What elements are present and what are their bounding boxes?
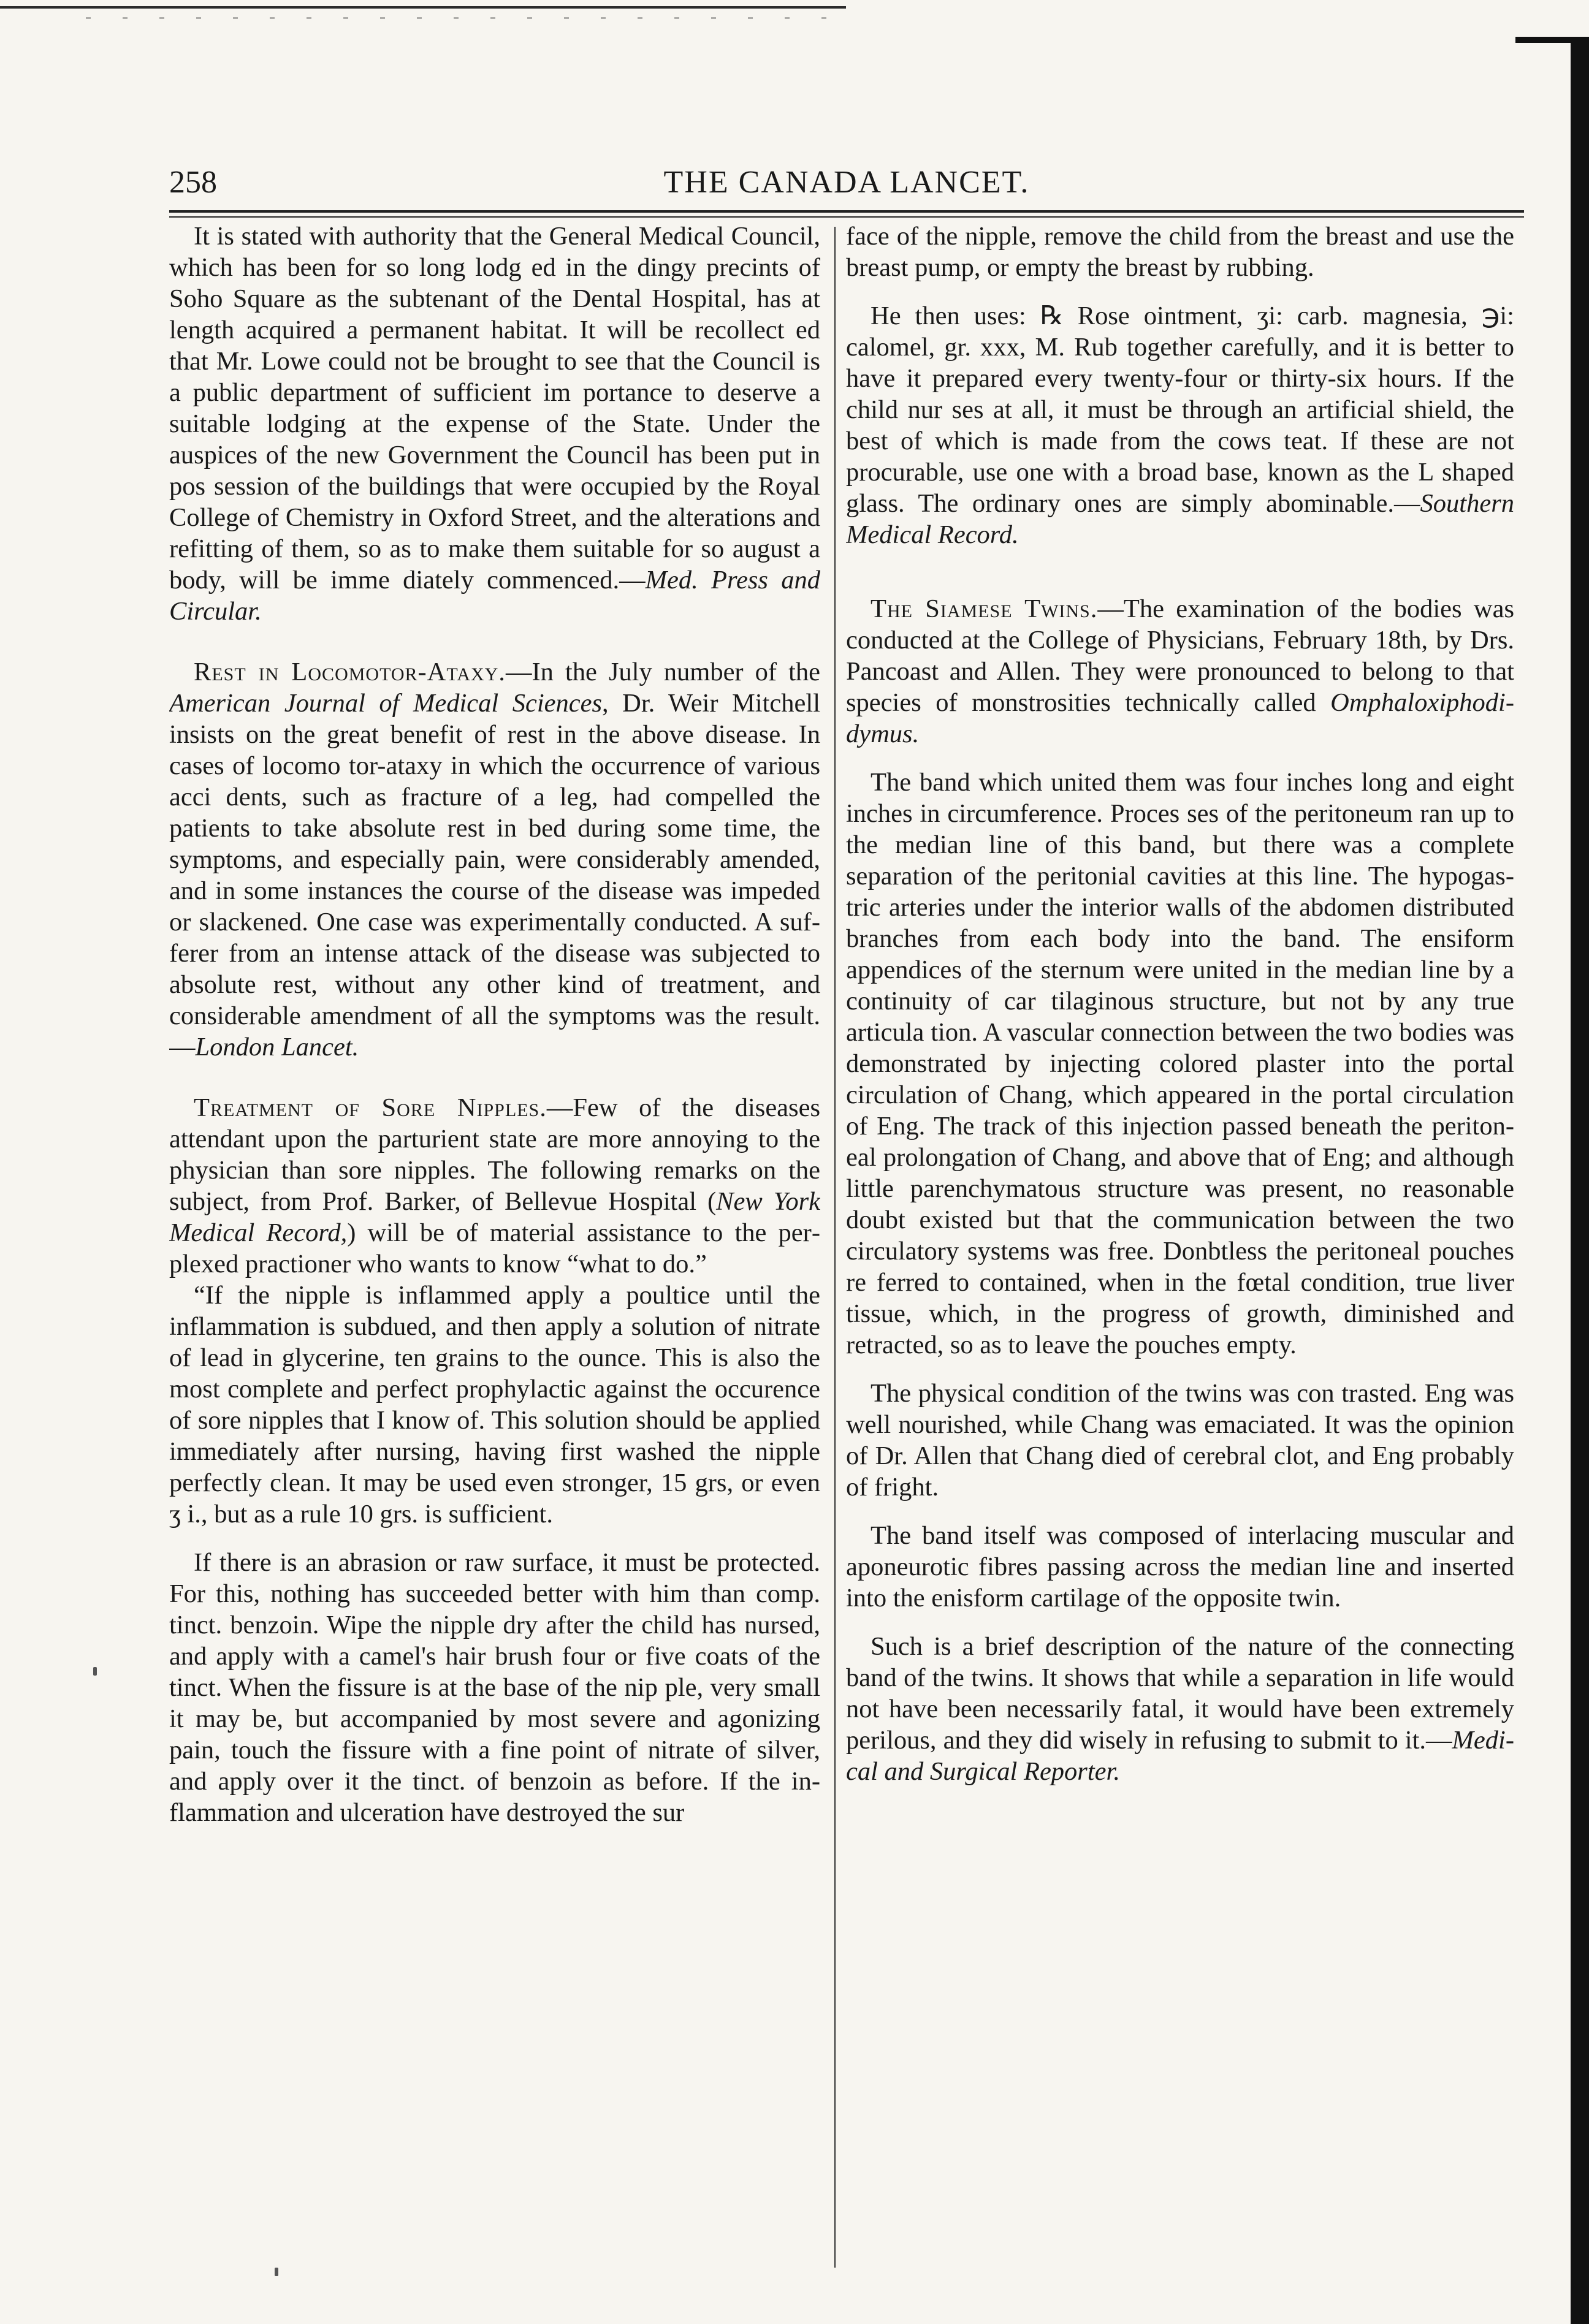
article-body: ) will be of material assistance to the per plexed practioner who wants to know “what to do.” — [169, 1218, 820, 1278]
header-rule — [169, 216, 1524, 218]
paragraph-physical-condition: The physical condition of the twins was con trasted. Eng was well nourished, while Chang was emaciated. It was the opinion of Dr. Allen that Chang died of cerebral clot, and Eng probably of fright. — [846, 1379, 1514, 1502]
column-divider — [834, 227, 836, 2268]
paragraph-summary — [846, 1631, 1514, 1787]
article-heading: Treatment of Sore Nipples. — [194, 1093, 547, 1122]
article-general-medical-council — [169, 221, 820, 627]
right-column — [846, 221, 1514, 2268]
article-rest-in-locomotor-ataxy — [169, 656, 820, 1063]
term-italic: Omphaloxiphodi dymus. — [846, 688, 1514, 748]
article-heading: The Siamese Twins. — [871, 594, 1098, 623]
paragraph-abrasion: If there is an abrasion or raw surface, it must be protected. For this, nothing has succeeded better with him than comp. tinct. benzoin. Wipe the nipple dry after the child has nursed, and apply with a camel's hair brush four or five coats of the tinct. When the fissure is at the base of the nip ple, very small it may be, but accompanied by most severe and agonizing pain, touch the fissure with a fine point of nitrate of silver, and apply over it the tinct. of benzoin as before. If the in flammation and ulceration have destroyed the sur — [169, 1548, 820, 1827]
article-body: —Few of the diseases attendant upon the parturient state are more annoying to the physician than sore nipples. The following remarks on the subject, from Prof. Barker, of Bellevue Hospital ( — [169, 1093, 820, 1216]
paragraph-continued: face of the nipple, remove the child from the breast and use the breast pump, or empty the breast by rubbing. — [846, 222, 1514, 282]
scan-top-rule — [0, 6, 846, 9]
article-treatment-of-sore-nipples — [169, 1092, 820, 1280]
article-heading: Rest in Locomotor-Ataxy. — [194, 658, 506, 686]
scan-right-edge-cap — [1515, 37, 1589, 43]
left-column — [169, 221, 820, 2268]
article-body: He then uses: ℞ Rose ointment, ʒi: carb. magnesia, ℈i: calomel, gr. xxx, M. Rub together carefully, and it is better to have it prepared every twenty-four or thirty-six hours. If the child nur ses at all, it must be through an artificial shield, the best of which is made from the cows teat. If these are not procurable, use one with a broad base, known as the L shaped glass. The ordinary ones are simply abominable.— — [846, 302, 1514, 518]
scan-speck — [275, 2268, 278, 2276]
article-source: Med. Press and Circular. — [169, 566, 820, 626]
paragraph-band: The band which united them was four inches long and eight inches in circumference. Proces ses of the peritoneum ran up to the median line of this band, but there was a complete separation of the peritonial cavities at this line. The hypogas tric arteries under the interior walls of the abdomen distributed branches from each body into the band. The ensiform appendices of the sternum were united in the median line by a continuity of car tilaginous structure, but not by any true articula tion. A vascular connection between the two bodies was demonstrated by injecting colored plaster into the portal circulation of Chang, which appeared in the portal circulation of Eng. The track of this injection passed beneath the periton eal prolongation of Chang, and above that of Eng; and although little parenchymatous structure was present, no reasonable doubt existed but that the communication between the two circulatory systems was free. Donbtless the peritoneal pouches re ferred to contained, when in the fœtal condition, true liver tissue, which, in the progress of growth, diminished and retracted, so as to leave the pouches empty. — [846, 768, 1514, 1359]
journal-title: American Journal of Medical Sciences — [169, 689, 603, 718]
scan-right-edge — [1571, 37, 1589, 2324]
paragraph-nipple-inflamed: “If the nipple is inflammed apply a poultice until the inflammation is subdued, and then apply a solution of nitrate of lead in glycerine, ten grains to the ounce. This is also the most complete and perfect prophylactic against the occurence of sore nipples that I know of. This solution should be applied immediately after nursing, having first washed the nipple perfectly clean. It may be used even stronger, 15 grs, or even ʒ i., but as a rule 10 grs. is sufficient. — [169, 1281, 820, 1528]
article-body: , Dr. Weir Mitchell insists on the great benefit of rest in the above disease. In cases of locomo tor-ataxy in which the occurrence of various acci dents, such as fracture of a leg, had compelled the patients to take absolute rest in bed during some time, the symptoms, and especially pain, were considerably amended, and in some instances the course of the disease was impeded or slackened. One case was experimentally conducted. A suf ferer from an intense attack of the disease was subjected to absolute rest, without any other kind of treatment, and considerable amendment of all the symptoms was the result.— — [169, 689, 820, 1061]
scan-speck — [93, 1667, 97, 1676]
paragraph-band-composition: The band itself was composed of interlacing muscular and aponeurotic fibres passing across the median line and inserted into the enisform cartilage of the opposite twin. — [846, 1521, 1514, 1612]
article-body: Such is a brief description of the nature of the connecting band of the twins. It shows that while a separation in life would not have been necessarily fatal, it would have been extremely perilous, and they did wisely in refusing to submit to it.— — [846, 1632, 1514, 1755]
paragraph-ointment — [846, 300, 1514, 550]
article-source: Southern Medical Record. — [846, 489, 1514, 549]
article-body: —In the July number of the — [505, 658, 820, 686]
header-rule — [169, 210, 1524, 213]
running-title: THE CANADA LANCET. — [663, 165, 1030, 200]
article-siamese-twins — [846, 593, 1514, 750]
article-body: It is stated with authority that the General Medical Council, which has been for so long lodg ed in the dingy precints of Soho Square as the subtenant of the Dental Hospital, has at length acquired a permanent habitat. It will be recollect ed that Mr. Lowe could not be brought to see that the Council is a public department of sufficient im portance to deserve a suitable lodging at the expense of the State. Under the auspices of the new Government the Council has been put in pos session of the buildings that were occupied by the Royal College of Chemistry in Oxford Street, and the alterations and refitting of them, so as to make them suitable for so august a body, will be imme diately commenced.— — [169, 222, 820, 594]
journal-title: New York Medical Record, — [169, 1187, 820, 1247]
scan-specks — [86, 17, 858, 19]
article-source: Medi cal and Surgical Reporter. — [846, 1726, 1514, 1786]
article-source: London Lancet. — [195, 1033, 359, 1061]
running-head — [169, 164, 1524, 203]
article-body: —The examination of the bodies was conducted at the College of Physicians, February 18th, by Drs. Pancoast and Allen. They were pronounced to belong to that species of monstrosities technically called — [846, 594, 1514, 717]
page-number: 258 — [169, 165, 217, 200]
